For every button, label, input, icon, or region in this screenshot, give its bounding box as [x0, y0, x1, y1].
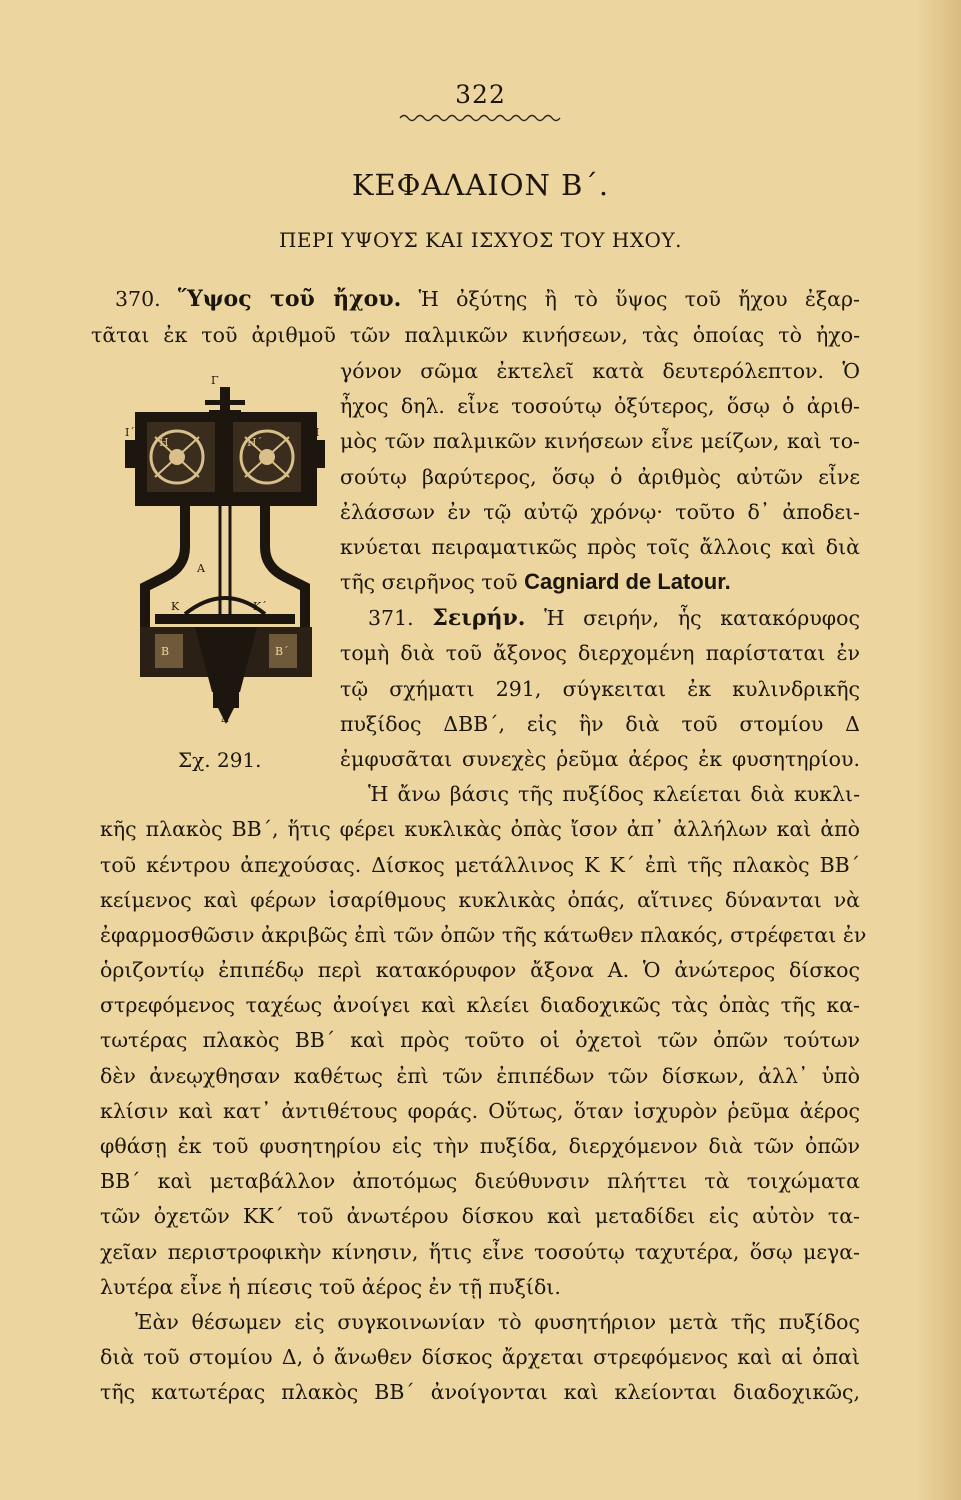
siren-figure: [125, 372, 325, 727]
chapter-title: ΚΕΦΑΛΑΙΟΝ Β΄.: [351, 168, 610, 202]
text-line: ἐμφυσᾶται συνεχὲς ῥεῦμα ἀέρος ἐκ φυσητηρίου.: [340, 747, 860, 771]
text-line: τῶν ὀχετῶν ΚΚ΄ τοῦ ἀνωτέρου δίσκου καὶ μεταδίδει εἰς αὐτὸν τα-: [100, 1204, 860, 1228]
text-line: [115, 281, 860, 317]
label-eta: Η: [159, 436, 169, 449]
line-text: Ἡ ὀξύτης ἢ τὸ ὕψος τοῦ ἤχου ἐξαρ-: [418, 287, 860, 311]
label-delta: Δ: [221, 712, 229, 725]
text-line: μὸς τῶν παλμικῶν κινήσεων εἶνε μείζων, καὶ το-: [340, 429, 860, 453]
label-iota-prime: Ι΄: [125, 426, 135, 439]
label-iota: Ι: [315, 426, 320, 439]
text-line: τομὴ διὰ τοῦ ἄξονος διερχομένη παρίσταται ἐν: [340, 641, 860, 665]
page-number: 322: [455, 80, 506, 109]
label-kappa-prime: Κ΄: [253, 600, 267, 613]
text-line: τᾶται ἐκ τοῦ ἀριθμοῦ τῶν παλμικῶν κινήσεων, τὰς ὁποίας τὸ ἠχο-: [91, 323, 860, 347]
text-line: ὁριζοντίῳ ἐπιπέδῳ περὶ κατακόρυφον ἄξονα Α. Ὁ ἀνώτερος δίσκος: [100, 958, 860, 982]
text-line: ἦχος δηλ. εἶνε τοσούτῳ ὀξύτερος, ὅσῳ ὁ ἀριθ-: [340, 394, 860, 418]
text-line: ΒΒ΄ καὶ μεταβάλλον ἀποτόμως διεύθυνσιν πλήττει τὰ τοιχώματα: [100, 1169, 860, 1193]
text-line: τῷ σχήματι 291, σύγκειται ἐκ κυλινδρικῆς: [340, 677, 860, 701]
text-line: κῆς πλακὸς ΒΒ΄, ἥτις φέρει κυκλικὰς ὀπὰς ἴσον ἀπ᾽ ἀλλήλων καὶ ἀπὸ: [100, 817, 860, 841]
text-line: δὲν ἀνεῳχθησαν καθέτως ἐπὶ τῶν ἐπιπέδων τῶν δίσκων, ἀλλ᾽ ὑπὸ: [100, 1064, 860, 1088]
line-text: Ἡ σειρήν, ἧς κατακόρυφος: [544, 606, 860, 630]
label-alpha: Α: [197, 562, 205, 575]
label-gamma: Γ: [211, 374, 219, 387]
section-heading: Ὕψος τοῦ ἤχου.: [177, 286, 402, 312]
figure-caption: Σχ. 291.: [178, 748, 262, 772]
text-line: διὰ τοῦ στομίου Δ, ὁ ἄνωθεν δίσκος ἄρχεται στρεφόμενος καὶ αἱ ὀπαὶ: [100, 1345, 860, 1369]
text-line: [368, 600, 860, 636]
text-line: λυτέρα εἶνε ἡ πίεσις τοῦ ἀέρος ἐν τῇ πυξίδι.: [100, 1275, 561, 1299]
chapter-subtitle: ΠΕΡΙ ΥΨΟΥΣ ΚΑΙ ΙΣΧΥΟΣ ΤΟΥ ΗΧΟΥ.: [278, 228, 683, 252]
section-heading: Σειρήν.: [432, 605, 526, 631]
text-line: τῆς κατωτέρας πλακὸς ΒΒ΄ ἀνοίγονται καὶ κλείονται διαδοχικῶς,: [100, 1380, 860, 1404]
text-line: σούτῳ βαρύτερος, ὅσῳ ὁ ἀριθμὸς αὐτῶν εἶνε: [340, 465, 860, 489]
text-line: Ἐὰν θέσωμεν εἰς συγκοινωνίαν τὸ φυσητήριον μετὰ τῆς πυξίδος: [135, 1310, 860, 1334]
ornamental-rule: [398, 112, 563, 124]
text-line: φθάσῃ ἐκ τοῦ φυσητηρίου εἰς τὴν πυξίδα, διερχόμενον διὰ τῶν ὀπῶν: [100, 1134, 860, 1158]
label-beta-prime: Β΄: [275, 645, 289, 658]
text-line: κείμενος καὶ φέρων ἰσαρίθμους κυκλικὰς ὀπάς, αἵτινες δύνανται νὰ: [100, 888, 860, 912]
text-line: κλίσιν καὶ κατ᾽ ἀντιθέτους φοράς. Οὕτως, ὅταν ἰσχυρὸν ῥεῦμα ἀέρος: [100, 1099, 860, 1123]
text-line: στρεφόμενος ταχέως ἀνοίγει καὶ κλείει διαδοχικῶς τὰς ὀπὰς τῆς κα-: [100, 993, 860, 1017]
text-line: κνύεται πειραματικῶς πρὸς τοῖς ἄλλοις καὶ διὰ: [340, 535, 860, 559]
label-eta-prime: Η΄: [247, 436, 263, 449]
label-kappa: Κ: [171, 600, 180, 613]
text-line: τοῦ κέντρου ἀπεχούσας. Δίσκος μετάλλινος Κ Κ΄ ἐπὶ τῆς πλακὸς ΒΒ΄: [100, 853, 860, 877]
text-line: γόνον σῶμα ἐκτελεῖ κατὰ δευτερόλεπτον. Ὁ: [340, 359, 860, 383]
section-number: 371.: [368, 606, 414, 630]
text-line: ἐφαρμοσθῶσιν ἀκριβῶς ἐπὶ τῶν ὀπῶν τῆς κάτωθεν πλακός, στρέφεται ἐν: [100, 923, 867, 947]
text-line: χεῖαν περιστροφικὴν κίνησιν, ἥτις εἶνε τοσούτῳ ταχυτέρα, ὅσῳ μεγα-: [100, 1240, 860, 1264]
text-line: Ἡ ἄνω βάσις τῆς πυξίδος κλείεται διὰ κυκλι-: [368, 782, 860, 806]
siren-diagram: [125, 372, 325, 727]
section-number: 370.: [115, 287, 161, 311]
line-text: τῆς σειρῆνος τοῦ: [340, 570, 518, 594]
text-line: πυξίδος ΔΒΒ΄, εἰς ἣν διὰ τοῦ στομίου Δ: [340, 712, 860, 736]
label-beta: Β: [161, 645, 170, 658]
text-line: τωτέρας πλακὸς ΒΒ΄ καὶ πρὸς τοῦτο οἱ ὀχετοὶ τῶν ὀπῶν τούτων: [100, 1028, 860, 1052]
author-name: Cagniard de Latour.: [524, 569, 731, 594]
text-line: [340, 564, 731, 600]
text-line: ἐλάσσων ἐν τῷ αὐτῷ χρόνῳ· τοῦτο δ᾽ ἀποδει-: [340, 500, 860, 524]
